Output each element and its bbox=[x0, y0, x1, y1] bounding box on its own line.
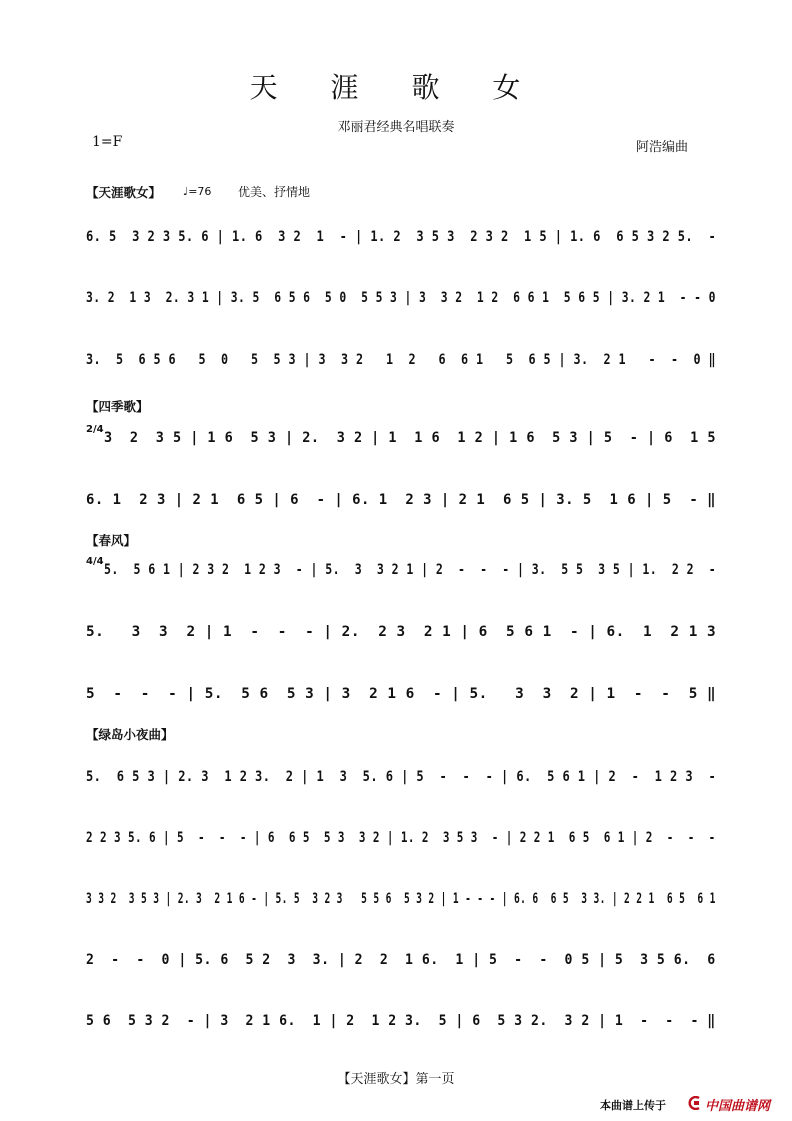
notation-text: 2 2 3 5. 6 | 5 - - - | 6 6 5 5 3 3 2 | 1. 2 3 5 3 - | 2 2 1 6 5 6 1 | 2 - - - bbox=[86, 830, 716, 846]
notation-text: 3. 5 6 5 6 5 0 5 5 3 | 3 3 2 1 2 6 6 1 5 6 5 | 3. 2 1 - - 0 ‖ bbox=[86, 352, 717, 368]
page-footer: 【天涯歌女】第一页 bbox=[337, 1072, 455, 1087]
section-label-chunfeng: 【春风】 bbox=[86, 533, 137, 548]
notation-text: 5. 6 5 3 | 2. 3 1 2 3. 2 | 1 3 5. 6 | 5 - - - | 6. 5 6 1 | 2 - 1 2 3 - bbox=[86, 769, 717, 785]
time-signature: 2/4 bbox=[86, 424, 104, 435]
notation-text: 5 - - - | 5. 5 6 5 3 | 3 2 1 6 - | 5. 3 3 2 | 1 - - 5 ‖ bbox=[86, 686, 717, 702]
upload-credit: 本曲谱上传于 bbox=[600, 1099, 666, 1112]
notation-text: 6. 1 2 3 | 2 1 6 5 | 6 - | 6. 1 2 3 | 2 1 6 5 | 3. 5 1 6 | 5 - ‖ bbox=[86, 492, 716, 508]
notation-text: 6. 5 3 2 3 5. 6 | 1. 6 3 2 1 - | 1. 2 3 5 3 2 3 2 1 5 | 1. 6 6 5 3 2 5. - bbox=[86, 229, 717, 245]
time-signature: 4/4 bbox=[86, 556, 104, 567]
score-row bbox=[86, 286, 716, 312]
notation-text: 2 - - 0 | 5. 6 5 2 3 3. | 2 2 1 6. 1 | 5 - - 0 5 | 5 3 5 6. 6 bbox=[86, 952, 716, 968]
score-row bbox=[86, 1009, 716, 1035]
notation-text: 5. 3 3 2 | 1 - - - | 2. 2 3 2 1 | 6 5 6 1 - | 6. 1 2 1 3 bbox=[86, 624, 717, 640]
site-logo-icon bbox=[688, 1096, 702, 1110]
notation-text: 3 2 3 5 | 1 6 5 3 | 2. 3 2 | 1 1 6 1 2 | 1 6 5 3 | 5 - | 6 1 5 bbox=[104, 430, 716, 446]
score-row bbox=[86, 348, 716, 374]
section-label-lvdao: 【绿岛小夜曲】 bbox=[86, 727, 174, 742]
site-logo-text[interactable]: 中国曲谱网 bbox=[705, 1099, 771, 1114]
score-row bbox=[86, 765, 716, 791]
page-title: 天 涯 歌 女 bbox=[249, 71, 543, 104]
score-row bbox=[86, 488, 716, 514]
expression-marking: 优美、抒情地 bbox=[238, 185, 311, 199]
notation-text: 3. 2 1 3 2. 3 1 | 3. 5 6 5 6 5 0 5 5 3 | 3 3 2 1 2 6 6 1 5 6 5 | 3. 2 1 - - 0 bbox=[86, 290, 716, 306]
section-label-tianya: 【天涯歌女】 bbox=[86, 185, 162, 200]
notation-text: 3 3 2 3 5 3 | 2. 3 2 1 6 - | 5. 5 3 2 3 5 5 6 5 3 2 | 1 - - - | 6. 6 6 5 3 3. | 2 2 1 6 5 6 1 bbox=[86, 891, 716, 907]
key-signature: 1=F bbox=[92, 134, 123, 150]
notation-text: 5. 5 6 1 | 2 3 2 1 2 3 - | 5. 3 3 2 1 | 2 - - - | 3. 5 5 3 5 | 1. 2 2 - bbox=[104, 562, 717, 578]
score-row bbox=[86, 887, 716, 913]
score-row bbox=[86, 948, 716, 974]
arranger-credit: 阿浩编曲 bbox=[636, 140, 689, 155]
section-label-siji: 【四季歌】 bbox=[86, 399, 149, 414]
score-row bbox=[86, 826, 716, 852]
tempo-marking: ♩=76 bbox=[183, 185, 212, 198]
score-row bbox=[86, 620, 716, 646]
score-row bbox=[86, 225, 716, 251]
notation-text: 5 6 5 3 2 - | 3 2 1 6. 1 | 2 1 2 3. 5 | 6 5 3 2. 3 2 | 1 - - - ‖ bbox=[86, 1013, 716, 1029]
page-subtitle: 邓丽君经典名唱联奏 bbox=[337, 120, 455, 135]
score-row bbox=[104, 558, 716, 584]
score-row bbox=[104, 426, 716, 452]
score-row bbox=[86, 682, 716, 708]
